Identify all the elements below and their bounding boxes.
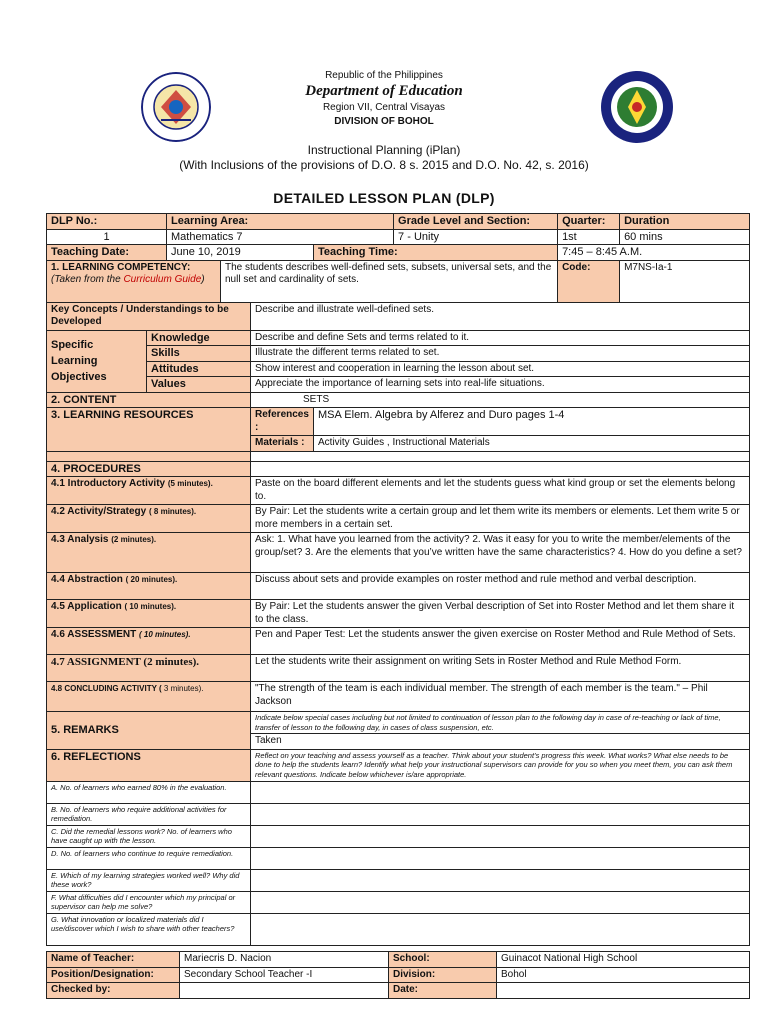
- procedure-title-cell: 4.5 Application ( 10 minutes).: [47, 600, 251, 628]
- procedure-row: [47, 477, 750, 505]
- remarks-label: 5. REMARKS: [47, 712, 251, 750]
- reflection-item-row: [47, 803, 750, 825]
- procedure-title-cell: 4.1 Introductory Activity (5 minutes).: [47, 477, 251, 505]
- reflection-answer[interactable]: [251, 847, 750, 869]
- lesson-plan-table: [46, 213, 750, 946]
- references-row: [47, 408, 750, 436]
- reflection-answer[interactable]: [251, 869, 750, 891]
- references-label: References :: [251, 408, 314, 436]
- reflection-item-row: [47, 891, 750, 913]
- taken-prefix: (Taken from the: [51, 274, 124, 285]
- checked-row: [47, 983, 750, 999]
- procedure-row: [47, 600, 750, 628]
- reflection-answer[interactable]: [251, 825, 750, 847]
- procedure-title-cell: 4.2 Activity/Strategy ( 8 minutes).: [47, 505, 251, 533]
- competency-label-cell: [47, 260, 221, 302]
- key-concepts-row: [47, 302, 750, 330]
- code-label: Code:: [558, 260, 620, 302]
- date-value[interactable]: [497, 983, 750, 999]
- inclusions-line: (With Inclusions of the provisions of D.O. 8 s. 2015 and D.O. No. 42, s. 2016): [179, 158, 589, 172]
- dlp-no-value: 1: [47, 229, 167, 245]
- learning-area-value: Mathematics 7: [167, 229, 394, 245]
- objective-domain: Skills: [147, 346, 251, 362]
- school-value: Guinacot National High School: [497, 952, 750, 968]
- reflection-question: C. Did the remedial lessons work? No. of learners who have caught up with the lesson.: [47, 825, 251, 847]
- resources-spacer-row: [47, 451, 750, 461]
- key-concepts-text: Describe and illustrate well-defined sets.: [251, 302, 750, 330]
- reflection-item-row: [47, 847, 750, 869]
- teaching-time-label: Teaching Time:: [314, 245, 558, 261]
- division-value: Bohol: [497, 967, 750, 983]
- grade-level-label: Grade Level and Section:: [394, 214, 558, 230]
- reflections-label: 6. REFLECTIONS: [47, 749, 251, 781]
- procedure-text: By Pair: Let the students answer the given Verbal description of Set into Roster Method and let them share it to the class.: [251, 600, 750, 628]
- teacher-row: [47, 952, 750, 968]
- competency-text: The students describes well-defined sets, subsets, universal sets, and the null set and cardinality of sets.: [221, 260, 558, 302]
- teaching-date-value: June 10, 2019: [167, 245, 314, 261]
- procedure-title-cell: 4.3 Analysis (2 minutes).: [47, 533, 251, 573]
- concluding-title-cell: 4.8 CONCLUDING ACTIVITY ( 3 minutes).: [47, 682, 251, 712]
- school-label: School:: [389, 952, 497, 968]
- assignment-row: [47, 655, 750, 682]
- competency-label: 1. LEARNING COMPETENCY:: [51, 261, 191, 273]
- assignment-title: 4.7 ASSIGNMENT (2 minutes).: [47, 655, 251, 682]
- objective-row-values: [47, 377, 750, 393]
- department-title: Department of Education: [305, 83, 463, 99]
- reflection-question: D. No. of learners who continue to require remediation.: [47, 847, 251, 869]
- position-row: [47, 967, 750, 983]
- signature-table: [46, 951, 750, 999]
- procedure-title-cell: 4.6 ASSESSMENT ( 10 minutes).: [47, 628, 251, 655]
- objective-row-skills: [47, 346, 750, 362]
- reflection-item-row: [47, 869, 750, 891]
- procedures-header-row: [47, 461, 750, 477]
- teacher-label: Name of Teacher:: [47, 952, 180, 968]
- procedure-text: By Pair: Let the students write a certain group and let them write its members or elements. Let them write 5 or more members in a certain set.: [251, 505, 750, 533]
- taken-suffix: ): [201, 274, 205, 285]
- procedure-row: [47, 505, 750, 533]
- reflections-instruction: Reflect on your teaching and assess yourself as a teacher. Think about your student’s progress this week. What works? What else needs to be done to help the students learn? Identify what help your instructional supervisors can provide for you so when you meet them, you can ask them relevant questions. Indicate below whichever is/are appropriate.: [251, 749, 750, 781]
- republic-line: Republic of the Philippines: [325, 70, 443, 81]
- learning-resources-label: 3. LEARNING RESOURCES: [47, 408, 251, 452]
- content-row: [47, 392, 750, 408]
- objectives-label: Specific Learning Objectives: [47, 330, 147, 392]
- content-label: 2. CONTENT: [47, 392, 251, 408]
- procedure-text: Pen and Paper Test: Let the students answer the given exercise on Roster Method and Rule Method of Sets.: [251, 628, 750, 655]
- reflection-question: B. No. of learners who require additional activities for remediation.: [47, 803, 251, 825]
- info-header-row: [47, 214, 750, 230]
- reflections-row: [47, 749, 750, 781]
- procedure-text: Discuss about sets and provide examples on roster method and rule method and verbal description.: [251, 573, 750, 600]
- quarter-label: Quarter:: [558, 214, 620, 230]
- reflection-question: G. What innovation or localized materials did I use/discover which I wish to share with other teachers?: [47, 913, 251, 945]
- reflection-question: F. What difficulties did I encounter which my principal or supervisor can help me solve?: [47, 891, 251, 913]
- objective-text: Illustrate the different terms related to set.: [251, 346, 750, 362]
- teaching-time-value: 7:45 – 8:45 A.M.: [558, 245, 750, 261]
- reflection-answer[interactable]: [251, 781, 750, 803]
- objective-domain: Knowledge: [147, 330, 251, 346]
- date-label: Date:: [389, 983, 497, 999]
- duration-label: Duration: [620, 214, 750, 230]
- reflection-item-row: [47, 913, 750, 945]
- dlp-title: DETAILED LESSON PLAN (DLP): [273, 190, 495, 206]
- teaching-date-label: Teaching Date:: [47, 245, 167, 261]
- procedures-label: 4. PROCEDURES: [47, 461, 251, 477]
- division-label: Division:: [389, 967, 497, 983]
- reflection-answer[interactable]: [251, 913, 750, 945]
- reflection-question: E. Which of my learning strategies worked well? Why did these work?: [47, 869, 251, 891]
- division-line: DIVISION OF BOHOL: [334, 116, 434, 127]
- checked-by-value[interactable]: [180, 983, 389, 999]
- remarks-instruction: Indicate below special cases including but not limited to continuation of lesson plan to the following day in case of re-teaching or lack of time, transfer of lesson to the following day, in cases of class suspension, etc.: [251, 712, 750, 734]
- grade-level-value: 7 - Unity: [394, 229, 558, 245]
- procedure-row: [47, 628, 750, 655]
- info-value-row: [47, 229, 750, 245]
- teacher-value: Mariecris D. Nacion: [180, 952, 389, 968]
- remarks-value: Taken: [251, 734, 750, 750]
- materials-value: Activity Guides , Instructional Materials: [314, 436, 750, 452]
- reflection-answer[interactable]: [251, 803, 750, 825]
- iplan-title: Instructional Planning (iPlan): [307, 143, 461, 157]
- procedure-row: [47, 533, 750, 573]
- concluding-row: [47, 682, 750, 712]
- objective-domain: Attitudes: [147, 361, 251, 377]
- reflection-item-row: [47, 781, 750, 803]
- remarks-row: [47, 712, 750, 734]
- procedure-text: Paste on the board different elements and let the students guess what kind group or set the elements belong to.: [251, 477, 750, 505]
- reflection-question: A. No. of learners who earned 80% in the evaluation.: [47, 781, 251, 803]
- content-text: SETS: [251, 392, 750, 408]
- procedure-row: [47, 573, 750, 600]
- objective-text: Appreciate the importance of learning sets into real-life situations.: [251, 377, 750, 393]
- materials-label: Materials :: [251, 436, 314, 452]
- teaching-date-row: [47, 245, 750, 261]
- position-value: Secondary School Teacher -I: [180, 967, 389, 983]
- code-value: M7NS-Ia-1: [620, 260, 750, 302]
- objective-row-knowledge: [47, 330, 750, 346]
- procedure-text: Ask: 1. What have you learned from the activity? 2. Was it easy for you to write the member/elements of the group/set? 3. Are the elements that you’ve written have the same characteristics? 4. How do you define a set?: [251, 533, 750, 573]
- objective-text: Show interest and cooperation in learning the lesson about set.: [251, 361, 750, 377]
- quarter-value: 1st: [558, 229, 620, 245]
- competency-row: [47, 260, 750, 302]
- reflection-answer[interactable]: [251, 891, 750, 913]
- objective-row-attitudes: [47, 361, 750, 377]
- objective-domain: Values: [147, 377, 251, 393]
- dlp-no-label: DLP No.:: [47, 214, 167, 230]
- checked-by-label: Checked by:: [47, 983, 180, 999]
- position-label: Position/Designation:: [47, 967, 180, 983]
- concluding-text: "The strength of the team is each individual member. The strength of each member is the team." – Phil Jackson: [251, 682, 750, 712]
- procedure-title-cell: 4.4 Abstraction ( 20 minutes).: [47, 573, 251, 600]
- reflection-item-row: [47, 825, 750, 847]
- references-value: MSA Elem. Algebra by Alferez and Duro pages 1-4: [314, 408, 750, 436]
- duration-value: 60 mins: [620, 229, 750, 245]
- curriculum-guide-link: Curriculum Guide: [123, 274, 202, 285]
- key-concepts-label: Key Concepts / Understandings to be Developed: [47, 302, 251, 330]
- objective-text: Describe and define Sets and terms related to it.: [251, 330, 750, 346]
- region-line: Region VII, Central Visayas: [322, 102, 446, 113]
- learning-area-label: Learning Area:: [167, 214, 394, 230]
- assignment-text: Let the students write their assignment on writing Sets in Roster Method and Rule Method Form.: [251, 655, 750, 682]
